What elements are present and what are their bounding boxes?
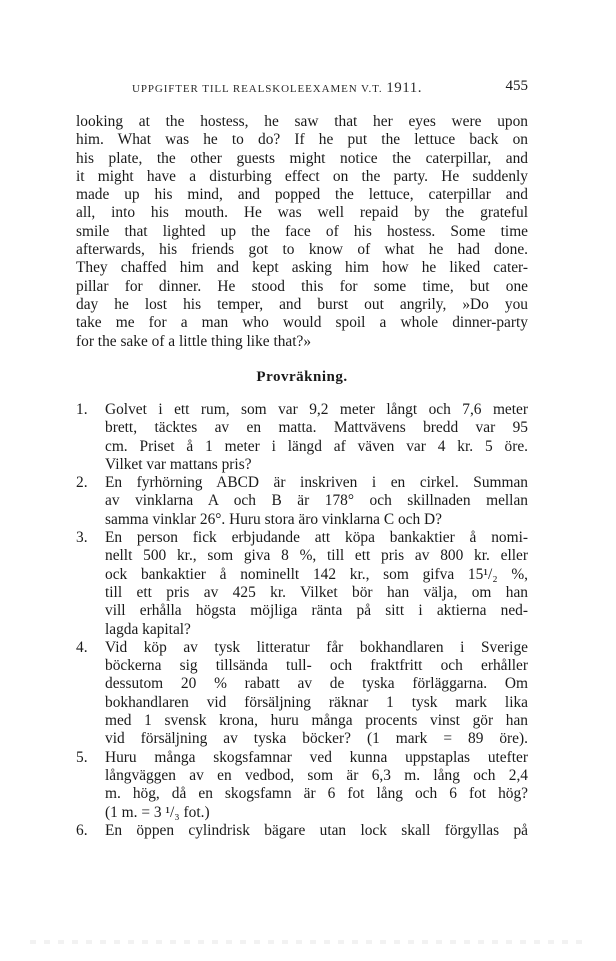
passage-line: all, into his mouth. He was well repaid by the grateful [76,204,528,222]
passage-line: day he lost his temper, and burst out angrily, »Do you [76,295,528,313]
problem-line: långväggen av en vedbod, som är 6,3 m. lång och 2,4 [105,766,528,784]
problem-line: lagda kapital? [105,620,191,638]
problem-line: av vinklarna A och B är 178° och skillnaden mellan [105,492,528,510]
problem-item [76,401,528,474]
running-title [132,80,422,97]
problem-line: vill erhålla högsta möjliga ränta på sitt i aktierna ned- [105,602,528,620]
problem-line: m. hög, då en skogsfamn är 6 fot lång och 6 fot hög? [105,785,528,803]
problem-item [76,474,528,529]
problem-number: 4. [76,638,88,656]
problem-list [76,401,528,840]
problem-number: 2. [76,474,88,492]
problem-line: brett, täcktes av en matta. Mattvävens bredd var 95 [105,419,528,437]
section-title: Provräkning. [256,369,348,385]
problem-line: Golvet i ett rum, som var 9,2 meter långt och 7,6 meter [105,401,528,418]
problem-number: 6. [76,821,88,839]
passage-line: smile that lighted up the face of his hostess. Some time [76,222,528,240]
problem-line: cm. Priset å 1 meter i längd af väven var 4 kr. 5 öre. [105,437,528,455]
problem-item [76,529,528,639]
passage-line: afterwards, his friends got to know of what he had done. [76,241,528,259]
problem-number: 3. [76,529,88,547]
problem-line: En fyrhörning ABCD är inskriven i en cirkel. Summan [105,474,528,492]
problem-item [76,822,528,840]
problem-line: nellt 500 kr., som giva 8 %, till ett pris av 800 kr. eller [105,547,528,565]
running-title-year: 1911. [386,80,422,96]
problem-line: ock bankaktier å nominellt 142 kr., som gifva 15¹/₂ %, [105,565,528,583]
passage-line: They chaffed him and kept asking him how he liked cater- [76,259,528,277]
passage-line: made up his mind, and popped the lettuce, caterpillar and [76,186,528,204]
scan-artifact [30,940,590,944]
passage-line: him. What was he to do? If he put the lettuce back on [76,131,528,149]
problem-line: Vilket var mattans pris? [105,455,252,473]
problem-line: till ett pris av 425 kr. Vilket bör han välja, om han [105,583,528,601]
problem-line: med 1 svensk krona, huru många procents vinst gör han [105,712,528,730]
problem-number: 1. [76,401,88,418]
problem-line: bokhandlaren vid försäljning räknar 1 tysk mark lika [105,693,528,711]
problem-line: En person fick erbjudande att köpa bankaktier å nomi- [105,529,528,547]
problem-item [76,749,528,822]
problem-line: (1 m. = 3 ¹/₃ fot.) [105,803,210,821]
problem-line: Huru många skogsfamnar ved kunna uppstaplas utefter [105,748,528,766]
running-head [76,80,528,100]
passage-line: it might have a disturbing effect on the party. He suddenly [76,167,528,185]
problem-line: böckerna sig tillsända tull- och fraktfritt och erhåller [105,657,528,675]
passage-line: take me for a man who would spoil a whole dinner-party [76,314,528,332]
problem-line: Vid köp av tysk litteratur får bokhandlaren i Sverige [105,638,528,656]
page-number: 455 [505,78,528,94]
running-title-text: UPPGIFTER TILL REALSKOLEEXAMEN V.T. [132,83,383,95]
problem-item [76,639,528,749]
passage-line: looking at the hostess, he saw that her eyes were upon [76,113,528,130]
problem-line: dessutom 20 % rabatt av de tyska förläggarna. Om [105,675,528,693]
problem-line: samma vinklar 26°. Huru stora äro vinklarna C och D? [105,510,442,528]
problem-number: 5. [76,748,88,766]
passage-line: his plate, the other guests might notice the caterpillar, and [76,149,528,167]
passage-line: pillar for dinner. He stood this for some time, but one [76,277,528,295]
problem-line: En öppen cylindrisk bägare utan lock skall förgyllas på [105,821,528,839]
english-passage [76,113,528,351]
passage-line: for the sake of a little thing like that?» [76,332,312,350]
problem-line: vid försäljning av tyska böcker? (1 mark = 89 öre). [105,730,528,748]
